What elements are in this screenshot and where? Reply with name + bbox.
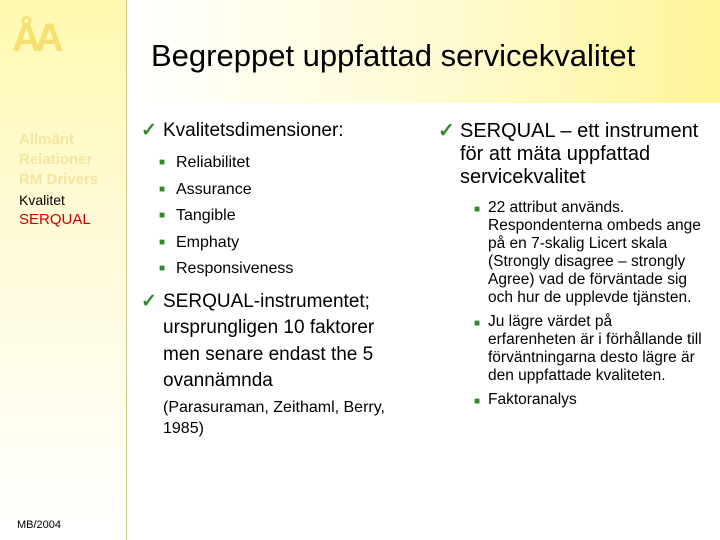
citation: (Parasuraman, Zeithaml, Berry, 1985)	[163, 398, 385, 437]
square-bullet-icon: ■	[159, 183, 166, 195]
heading-text: SERQUAL – ett instrument för att mäta uppfattad servicekvalitet	[460, 120, 699, 188]
heading-serqual-instrumentet	[141, 289, 401, 439]
left-column	[141, 120, 401, 439]
list-item	[141, 177, 401, 204]
list-item	[438, 313, 703, 385]
list-item-text: Emphaty	[176, 233, 240, 251]
checkmark-icon: ✓	[141, 120, 157, 141]
list-item-text: Tangible	[176, 207, 236, 224]
dimension-list	[141, 150, 401, 283]
square-bullet-icon: ■	[474, 396, 481, 407]
nav-item-serqual[interactable]: SERQUAL	[19, 211, 91, 228]
list-item	[438, 391, 703, 409]
list-item-text: Responsiveness	[176, 260, 294, 277]
serqual-list	[438, 199, 703, 409]
list-item	[141, 203, 401, 230]
square-bullet-icon: ■	[474, 204, 481, 215]
heading-kvalitetsdimensioner	[141, 120, 401, 142]
square-bullet-icon: ■	[159, 263, 166, 274]
list-item	[141, 256, 401, 283]
nav-item-relationer[interactable]: Relationer	[19, 151, 93, 168]
checkmark-icon: ✓	[141, 290, 157, 312]
sidebar	[0, 0, 127, 540]
list-item	[141, 230, 401, 257]
square-bullet-icon: ■	[159, 236, 166, 248]
square-bullet-icon: ■	[474, 318, 481, 329]
square-bullet-icon: ■	[159, 210, 166, 221]
title-bar	[127, 0, 720, 103]
heading-text: Kvalitetsdimensioner:	[163, 120, 344, 141]
square-bullet-icon: ■	[159, 157, 166, 168]
nav-item-kvalitet[interactable]: Kvalitet	[19, 192, 65, 208]
slide-title: Begreppet uppfattad servicekvalitet	[151, 38, 636, 73]
list-item-text: 22 attribut används. Respondenterna ombeds ange på en 7-skalig Licert skala (Strongly disagree – strongly Agree) vad de förväntade sig och hur de upplevde tjänsten.	[488, 199, 701, 306]
nav-item-allmant[interactable]: Allmänt	[19, 131, 75, 148]
nav-item-rm-drivers[interactable]: RM Drivers	[19, 171, 99, 188]
heading-serqual	[438, 120, 703, 189]
list-item-text: Ju lägre värdet på erfarenheten är i förhållande till förväntningarna desto lägre är den uppfattade kvaliteten.	[488, 313, 702, 384]
heading-text: SERQUAL-instrumentet; ursprungligen 10 faktorer men senare endast the 5 ovannämnda	[163, 290, 375, 391]
list-item	[438, 199, 703, 307]
list-item	[141, 150, 401, 177]
list-item-text: Assurance	[176, 180, 252, 198]
right-column	[438, 120, 703, 415]
checkmark-icon: ✓	[438, 120, 455, 142]
logo: ÅA	[12, 16, 58, 60]
list-item-text: Reliabilitet	[176, 154, 250, 171]
footer-text: MB/2004	[17, 519, 62, 531]
section-nav	[19, 130, 98, 230]
list-item-text: Faktoranalys	[488, 391, 577, 408]
